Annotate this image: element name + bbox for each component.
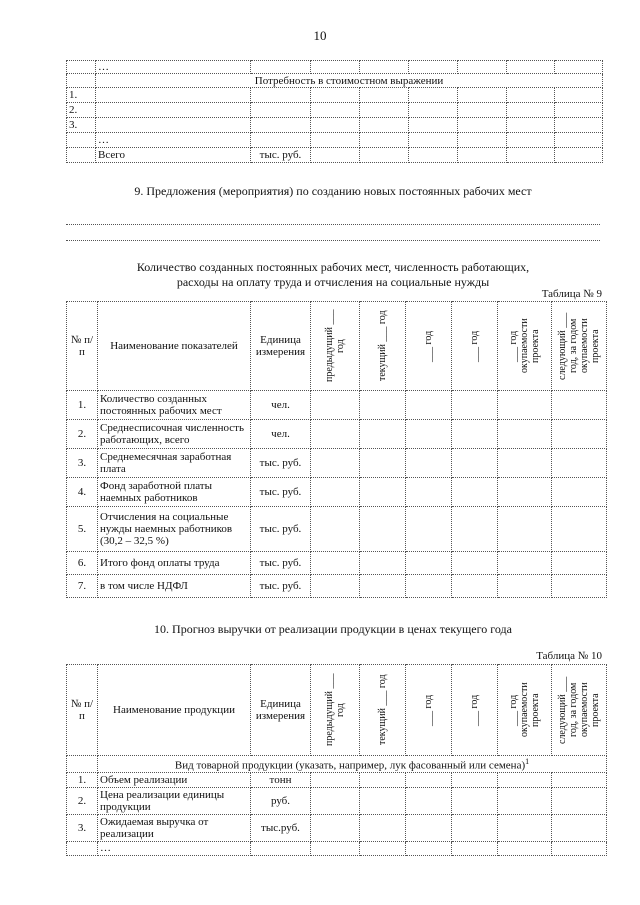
col-header-year: текущий ___ год bbox=[377, 310, 388, 382]
row-unit: тонн bbox=[251, 772, 311, 787]
row-name: в том числе НДФЛ bbox=[98, 575, 251, 598]
row-num: 3. bbox=[67, 449, 98, 478]
row-name: Цена реализации единицы продукции bbox=[98, 787, 251, 814]
table-row bbox=[67, 507, 607, 552]
col-header-year: следующий ___ год, за годом окупаемости проекта bbox=[557, 676, 601, 744]
section9-title: 9. Предложения (мероприятия) по созданию новых постоянных рабочих мест bbox=[134, 184, 532, 198]
row-num: 4. bbox=[67, 478, 98, 507]
table-row-number: 2. bbox=[67, 103, 96, 118]
row-name: Ожидаемая выручка от реализации bbox=[98, 814, 251, 841]
table-9 bbox=[66, 301, 607, 598]
col-header-year: ___ год окупаемости проекта bbox=[508, 318, 541, 374]
row-unit: тыс. руб. bbox=[251, 552, 311, 575]
row-name: Количество созданных постоянных рабочих мест bbox=[98, 391, 251, 420]
row-unit: чел. bbox=[251, 391, 311, 420]
fill-line bbox=[66, 240, 600, 241]
row-num: 6. bbox=[67, 552, 98, 575]
row-num: 5. bbox=[67, 507, 98, 552]
col-header-year: ___ год окупаемости проекта bbox=[508, 682, 541, 738]
col-header-year: предыдущий ___ год bbox=[324, 673, 346, 747]
row-unit: чел. bbox=[251, 420, 311, 449]
top-table bbox=[66, 60, 603, 163]
total-unit: тыс. руб. bbox=[251, 148, 311, 163]
row-name: Среднемесячная заработная плата bbox=[98, 449, 251, 478]
top-table-section-title: Потребность в стоимостном выражении bbox=[96, 74, 603, 88]
col-header-num: № п/п bbox=[67, 665, 98, 756]
table-row bbox=[67, 575, 607, 598]
total-label: Всего bbox=[96, 148, 251, 163]
row-unit bbox=[251, 841, 311, 855]
col-header-year: ___ год bbox=[469, 694, 480, 726]
row-unit: руб. bbox=[251, 787, 311, 814]
col-header-num: № п/п bbox=[67, 302, 98, 391]
row-num: 1. bbox=[67, 391, 98, 420]
col-header-year: следующий ___ год, за годом окупаемости проекта bbox=[557, 312, 601, 380]
row-num: 2. bbox=[67, 420, 98, 449]
row-num: 1. bbox=[67, 772, 98, 787]
page-number: 10 bbox=[313, 28, 327, 43]
table-row bbox=[67, 478, 607, 507]
col-header-year: предыдущий ___ год bbox=[324, 309, 346, 383]
table9-caption: Таблица № 9 bbox=[541, 288, 602, 300]
row-unit: тыс. руб. bbox=[251, 478, 311, 507]
col-header-name: Наименование показателей bbox=[98, 302, 251, 391]
table-row-number: 1. bbox=[67, 88, 96, 103]
col-header-name: Наименование продукции bbox=[98, 665, 251, 756]
table-row bbox=[67, 449, 607, 478]
row-num bbox=[67, 841, 98, 855]
row-name: Итого фонд оплаты труда bbox=[98, 552, 251, 575]
product-type-footnote: 1 bbox=[525, 757, 530, 766]
row-unit: тыс. руб. bbox=[251, 449, 311, 478]
row-name: Объем реализации bbox=[98, 772, 251, 787]
table-row bbox=[67, 841, 607, 855]
table10-caption: Таблица № 10 bbox=[536, 650, 602, 662]
col-header-year: ___ год bbox=[469, 330, 480, 362]
col-header-year: ___ год bbox=[423, 694, 434, 726]
product-type-row bbox=[98, 756, 607, 773]
fill-line bbox=[66, 224, 600, 225]
table-row bbox=[67, 772, 607, 787]
row-unit: тыс. руб. bbox=[251, 507, 311, 552]
product-type-label: Вид товарной продукции (указать, например, лук фасованный или семена) bbox=[174, 759, 526, 772]
row-name: … bbox=[98, 841, 251, 855]
row-num: 2. bbox=[67, 787, 98, 814]
row-num: 3. bbox=[67, 814, 98, 841]
top-table-ellipsis: … bbox=[96, 61, 251, 74]
table-row-number: 3. bbox=[67, 118, 96, 133]
row-unit: тыс. руб. bbox=[251, 575, 311, 598]
table-row bbox=[67, 787, 607, 814]
row-num: 7. bbox=[67, 575, 98, 598]
table9-heading-line1: Количество созданных постоянных рабочих мест, численность работающих, bbox=[136, 260, 530, 274]
table-10 bbox=[66, 664, 607, 856]
table-row bbox=[67, 814, 607, 841]
row-name: Среднесписочная численность работающих, всего bbox=[98, 420, 251, 449]
table-row bbox=[67, 391, 607, 420]
table9-heading-line2: расходы на оплату труда и отчисления на социальные нужды bbox=[176, 275, 490, 289]
table-row-ellipsis: … bbox=[96, 133, 251, 148]
table-row bbox=[67, 552, 607, 575]
table-row bbox=[67, 420, 607, 449]
section10-title: 10. Прогноз выручки от реализации продукции в ценах текущего года bbox=[154, 622, 512, 636]
row-name: Фонд заработной платы наемных работников bbox=[98, 478, 251, 507]
row-name: Отчисления на социальные нужды наемных работников (30,2 – 32,5 %) bbox=[98, 507, 251, 552]
col-header-unit: Единица измерения bbox=[251, 302, 311, 391]
row-unit: тыс.руб. bbox=[251, 814, 311, 841]
col-header-year: текущий ___ год bbox=[377, 674, 388, 746]
col-header-unit: Единица измерения bbox=[251, 665, 311, 756]
col-header-year: ___ год bbox=[423, 330, 434, 362]
